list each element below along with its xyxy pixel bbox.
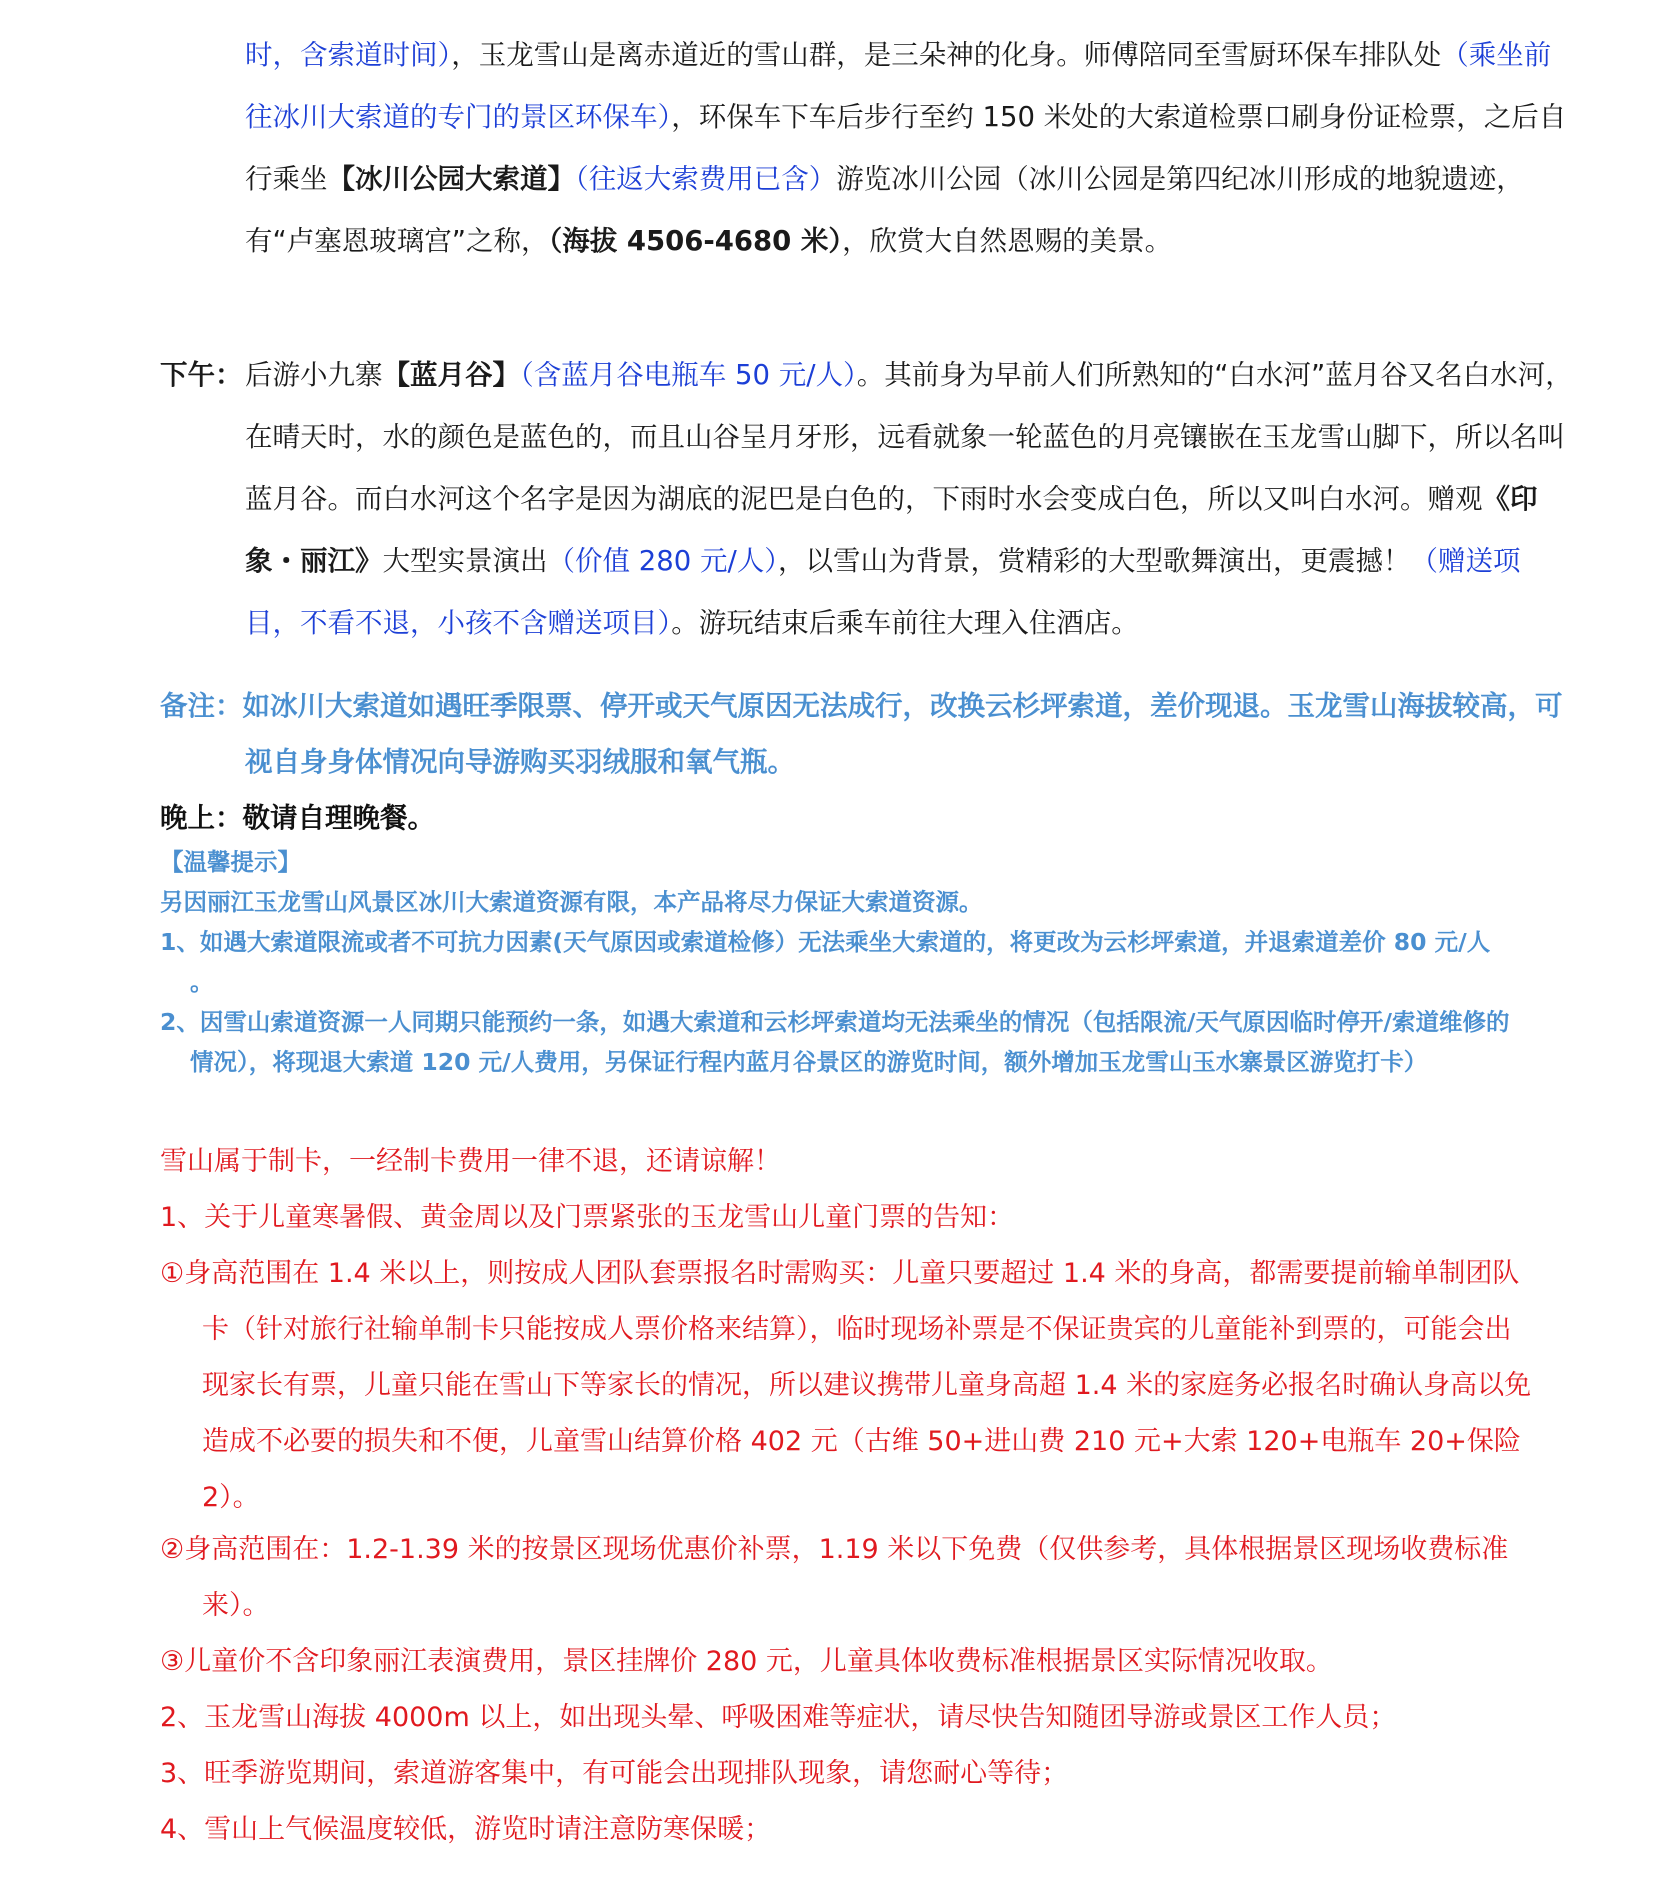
tips-intro: 另因丽江玉龙雪山风景区冰川大索道资源有限，本产品将尽力保证大索道资源。 <box>160 888 983 916</box>
remark-paragraph <box>160 678 1575 790</box>
queue-warning: 3、旺季游览期间，索道游客集中，有可能会出现排队现象，请您耐心等待； <box>160 1758 1069 1789</box>
child-ticket-heading: 1、关于儿童寒暑假、黄金周以及门票紧张的玉龙雪山儿童门票的告知： <box>160 1202 1015 1233</box>
morning-text-2: ，环保车下车后步行至约 150 米处的大索道检票口刷身份证检票，之后自行乘坐 <box>245 101 1567 195</box>
evening-text: 敬请自理晚餐。 <box>242 802 435 834</box>
tips-item-1: 1、如遇大索道限流或者不可抗力因素(天气原因或索道检修）无法乘坐大索道的，将更改为云杉坪索道，并退索道差价 80 元/人 。 <box>160 928 1491 996</box>
gift-item-note: （赠送项目，不看不退，小孩不含赠送项目） <box>245 545 1521 639</box>
glacier-cableway-name: 【冰川公园大索道】 <box>327 163 575 195</box>
blue-moon-valley-name: 【蓝月谷】 <box>382 359 520 391</box>
afternoon-text-4: ，以雪山为背景，赏精彩的大型歌舞演出，更震撼！ <box>778 545 1411 577</box>
afternoon-paragraph <box>160 344 1575 654</box>
cableway-fee-note: （往返大索费用已含） <box>575 163 837 195</box>
child-ticket-clause-1: ①身高范围在 1.4 米以上，则按成人团队套票报名时需购买：儿童只要超过 1.4 米的身高，都需要提前输单制团队卡（针对旅行社输单制卡只能按成人票价格来结算），临时现场补票是不保证贵宾的儿童能补到票的，可能会出现家长有票，儿童只能在雪山下等家长的情况，所以建议携带儿童身高超 1.4 米的家庭务必报名时确认身高以免造成不必要的损失和不便，儿童雪山结算价格 402 元（古维 50+进山费 210 元+大索 120+电瓶车 20+保险 2）。 <box>160 1258 1532 1513</box>
child-ticket-clause-3: ③儿童价不含印象丽江表演费用，景区挂牌价 280 元，儿童具体收费标准根据景区实际情况收取。 <box>160 1646 1333 1677</box>
tips-item-2: 2、因雪山索道资源一人同期只能预约一条，如遇大索道和云杉坪索道均无法乘坐的情况（包括限流/天气原因临时停开/索道维修的情况），将现退大索道 120 元/人费用，另保证行程内蓝月谷景区的游览时间，额外增加玉龙雪山玉水寨景区游览打卡） <box>160 1008 1510 1076</box>
remark-text: 如冰川大索道如遇旺季限票、停开或天气原因无法成行，改换云杉坪索道，差价现退。玉龙雪山海拔较高，可视自身身体情况向导游购买羽绒服和氧气瓶。 <box>242 690 1563 778</box>
morning-text-1: ，玉龙雪山是离赤道近的雪山群，是三朵神的化身。师傅陪同至雪厨环保车排队处 <box>451 39 1442 71</box>
child-ticket-clause-2: ②身高范围在：1.2-1.39 米的按景区现场优惠价补票，1.19 米以下免费（仅供参考，具体根据景区现场收费标准来）。 <box>160 1534 1509 1621</box>
show-name: 《印象・丽江》 <box>245 483 1538 577</box>
altitude-note: （海拔 4506-4680 米） <box>548 225 843 257</box>
tips-title: 【温馨提示】 <box>160 848 301 876</box>
cable-time-note: 时，含索道时间） <box>245 39 452 71</box>
morning-continued-paragraph <box>160 24 1575 272</box>
altitude-warning: 2、玉龙雪山海拔 4000m 以上，如出现头晕、呼吸困难等症状，请尽快告知随团导游或景区工作人员； <box>160 1702 1397 1733</box>
afternoon-label: 下午： <box>160 359 243 391</box>
afternoon-text-5: 。游玩结束后乘车前往大理入住酒店。 <box>671 607 1139 639</box>
shuttle-bus-note: （乘坐前往冰川大索道的专门的景区环保车） <box>245 39 1552 133</box>
evening-paragraph <box>160 790 1490 846</box>
morning-text-4: ，欣赏大自然恩赐的美景。 <box>842 225 1173 257</box>
show-value-note: （价值 280 元/人） <box>547 545 778 577</box>
card-policy-note: 雪山属于制卡，一经制卡费用一律不退，还请谅解！ <box>160 1146 781 1177</box>
morning-text-3: 游览冰川公园（冰川公园是第四纪冰川形成的地貌遗迹，有“卢塞恩玻璃宫”之称， <box>245 163 1524 257</box>
warmth-warning: 4、雪山上气候温度较低，游览时请注意防寒保暖； <box>160 1814 772 1845</box>
shuttle-fee-note: （含蓝月谷电瓶车 50 元/人） <box>520 359 857 391</box>
remark-label: 备注： <box>160 690 243 722</box>
afternoon-text-1: 后游小九寨 <box>245 359 383 391</box>
afternoon-text-2: 。其前身为早前人们所熟知的“白水河”蓝月谷又名白水河，在晴天时，水的颜色是蓝色的，而且山谷呈月牙形，远看就象一轮蓝色的月亮镶嵌在玉龙雪山脚下，所以名叫蓝月谷。而白水河这个名字是因为湖底的泥巴是白色的，下雨时水会变成白色，所以又叫白水河。赠观 <box>245 359 1573 515</box>
evening-label: 晚上： <box>160 802 243 834</box>
afternoon-text-3: 大型实景演出 <box>382 545 548 577</box>
